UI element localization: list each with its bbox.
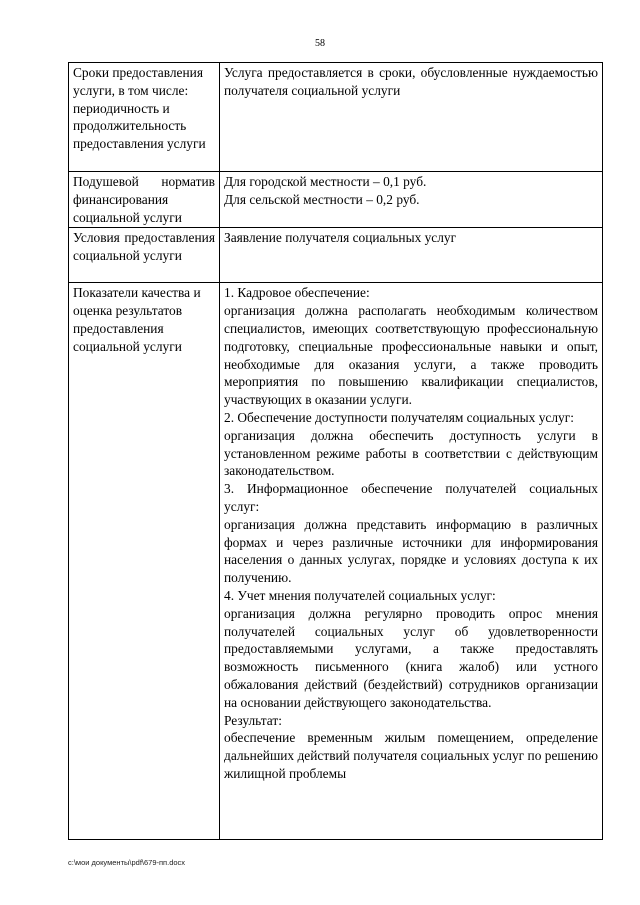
content-paragraph: организация должна обеспечить доступность услуги в установленном режиме работы в соответствии с действующим законодательством. bbox=[224, 427, 598, 479]
page-number: 58 bbox=[315, 38, 325, 49]
row-content bbox=[220, 228, 603, 283]
content-paragraph: организация должна располагать необходимым количеством специалистов, имеющих соответствующую профессиональную подготовку, специальные профессиональные навыки и опыт, необходимые для оказания услуги, а также проводить мероприятия по повышению квалификации специалистов, участвующих в оказании услуги. bbox=[224, 303, 598, 408]
content-paragraph: 2. Обеспечение доступности получателям социальных услуг: bbox=[224, 409, 574, 425]
row-content bbox=[220, 63, 603, 172]
content-paragraph: 3. Информационное обеспечение получателей социальных услуг: bbox=[224, 481, 598, 514]
content-paragraph: 1. Кадровое обеспечение: bbox=[224, 285, 370, 301]
row-content bbox=[220, 283, 603, 840]
content-paragraph: 4. Учет мнения получателей социальных услуг: bbox=[224, 587, 496, 603]
row-label: Показатели качества и оценка результатов предоставления социальной услуги bbox=[69, 283, 220, 840]
table-row bbox=[69, 172, 603, 228]
content-paragraph: Для городской местности – 0,1 руб. bbox=[224, 174, 427, 189]
row-label: Сроки предоставления услуги, в том числе: периодичность и продолжительность предоставления услуги bbox=[69, 63, 220, 172]
content-paragraph: Услуга предоставляется в сроки, обусловленные нуждаемостью получателя социальной услуги bbox=[224, 65, 598, 98]
content-paragraph: обеспечение временным жилым помещением, определение дальнейших действий получателя социальных услуг по решению жилищной проблемы bbox=[224, 730, 598, 781]
content-paragraph: Результат: bbox=[224, 712, 282, 728]
table-row bbox=[69, 228, 603, 283]
table-row bbox=[69, 283, 603, 840]
service-standard-table bbox=[68, 62, 603, 840]
content-paragraph: организация должна представить информацию в различных формах и через различные источники для информирования населения о данных услугах, порядке и условиях доступа к их получению. bbox=[224, 516, 598, 586]
row-content bbox=[220, 172, 603, 228]
content-paragraph: Для сельской местности – 0,2 руб. bbox=[224, 191, 420, 207]
content-paragraph: Заявление получателя социальных услуг bbox=[224, 230, 457, 246]
row-label: Подушевой норматив финансирования социальной услуги bbox=[69, 172, 220, 228]
row-label: Условия предоставления социальной услуги bbox=[69, 228, 220, 283]
table-row bbox=[69, 63, 603, 172]
content-paragraph: организация должна регулярно проводить опрос мнения получателей социальных услуг об удовлетворенности предоставляемыми услугами, а также предоставлять возможность письменного (книга жалоб) или устного обжалования действий (бездействий) сотрудников организации на основании действующего законодательства. bbox=[224, 605, 598, 710]
footer-file-path: c:\мои документы\pdf\679-пп.docx bbox=[68, 858, 186, 867]
